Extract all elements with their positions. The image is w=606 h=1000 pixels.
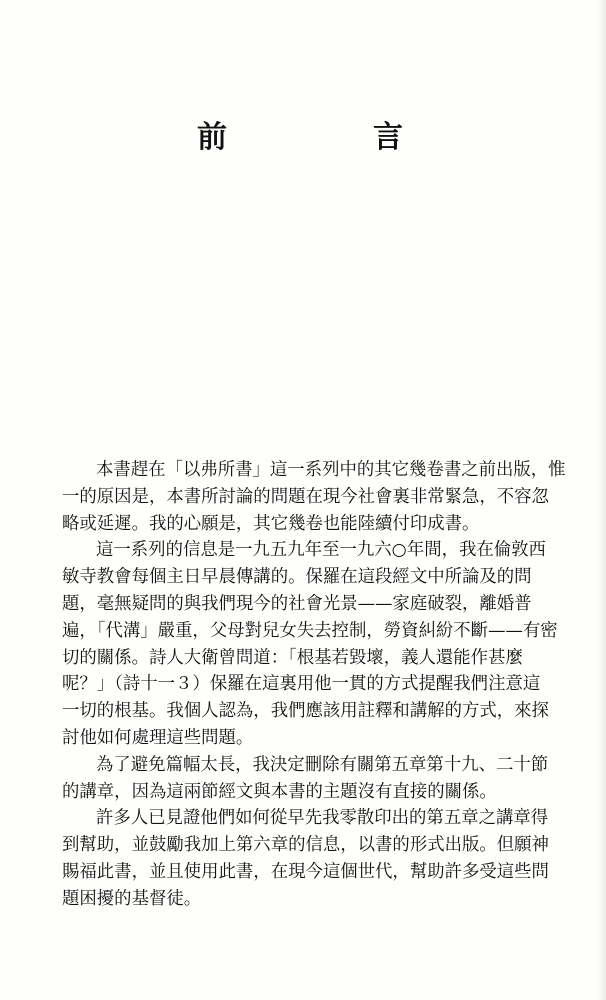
text-line: 一切的根基。我個人認為，我們應該用註釋和講解的方式，來探 (62, 701, 549, 722)
paragraph-3 (62, 752, 552, 806)
text-line: 呢？」（詩十一３）保羅在這裏用他一貫的方式提醒我們注意這 (62, 674, 541, 695)
text-line: 到幫助，並鼓勵我加上第六章的信息，以書的形式出版。但願神 (62, 835, 549, 856)
text-line: 本書趕在「以弗所書」這一系列中的其它幾卷書之前出版，惟 (96, 460, 566, 480)
text-line: 遍，「代溝」嚴重，父母對兒女失去控制，勞資糾紛不斷——有密 (62, 620, 558, 641)
text-line: 賜福此書，並且使用此書，在現今這個世代，幫助許多受這些問 (62, 861, 549, 882)
text-line: 略或延遲。我的心願是，其它幾卷也能陸續付印成書。 (62, 513, 480, 534)
preface-body (62, 457, 566, 913)
text-line: 許多人已見證他們如何從早先我零散印出的第五章之講章得 (96, 808, 549, 829)
paragraph-2 (62, 537, 558, 751)
paragraph-1 (62, 457, 566, 537)
text-line: 題，毫無疑問的與我們現今的社會光景——家庭破裂，離婚普 (62, 593, 532, 614)
text-line: 題困擾的基督徒。 (62, 888, 202, 909)
text-line: 為了避免篇幅太長，我決定刪除有關第五章第十九、二十節 (96, 754, 549, 775)
text-line: 切的關係。詩人大衛曾問道：「根基若毀壞，義人還能作甚麼 (62, 647, 523, 668)
paragraph-4 (62, 805, 552, 912)
text-line: 一的原因是，本書所討論的問題在現今社會裏非常緊急，不容忽 (62, 486, 549, 507)
text-line: 討他如何處理這些問題。 (62, 727, 254, 748)
text-line: 敏寺教會每個主日早晨傳講的。保羅在這段經文中所論及的問 (62, 567, 532, 588)
text-line: 這一系列的信息是一九五九年至一九六○年間，我在倫敦西 (96, 540, 546, 561)
page-title: 前 言 (197, 120, 461, 155)
text-line: 的講章，因為這兩節經文與本書的主題沒有直接的關係。 (62, 781, 497, 802)
